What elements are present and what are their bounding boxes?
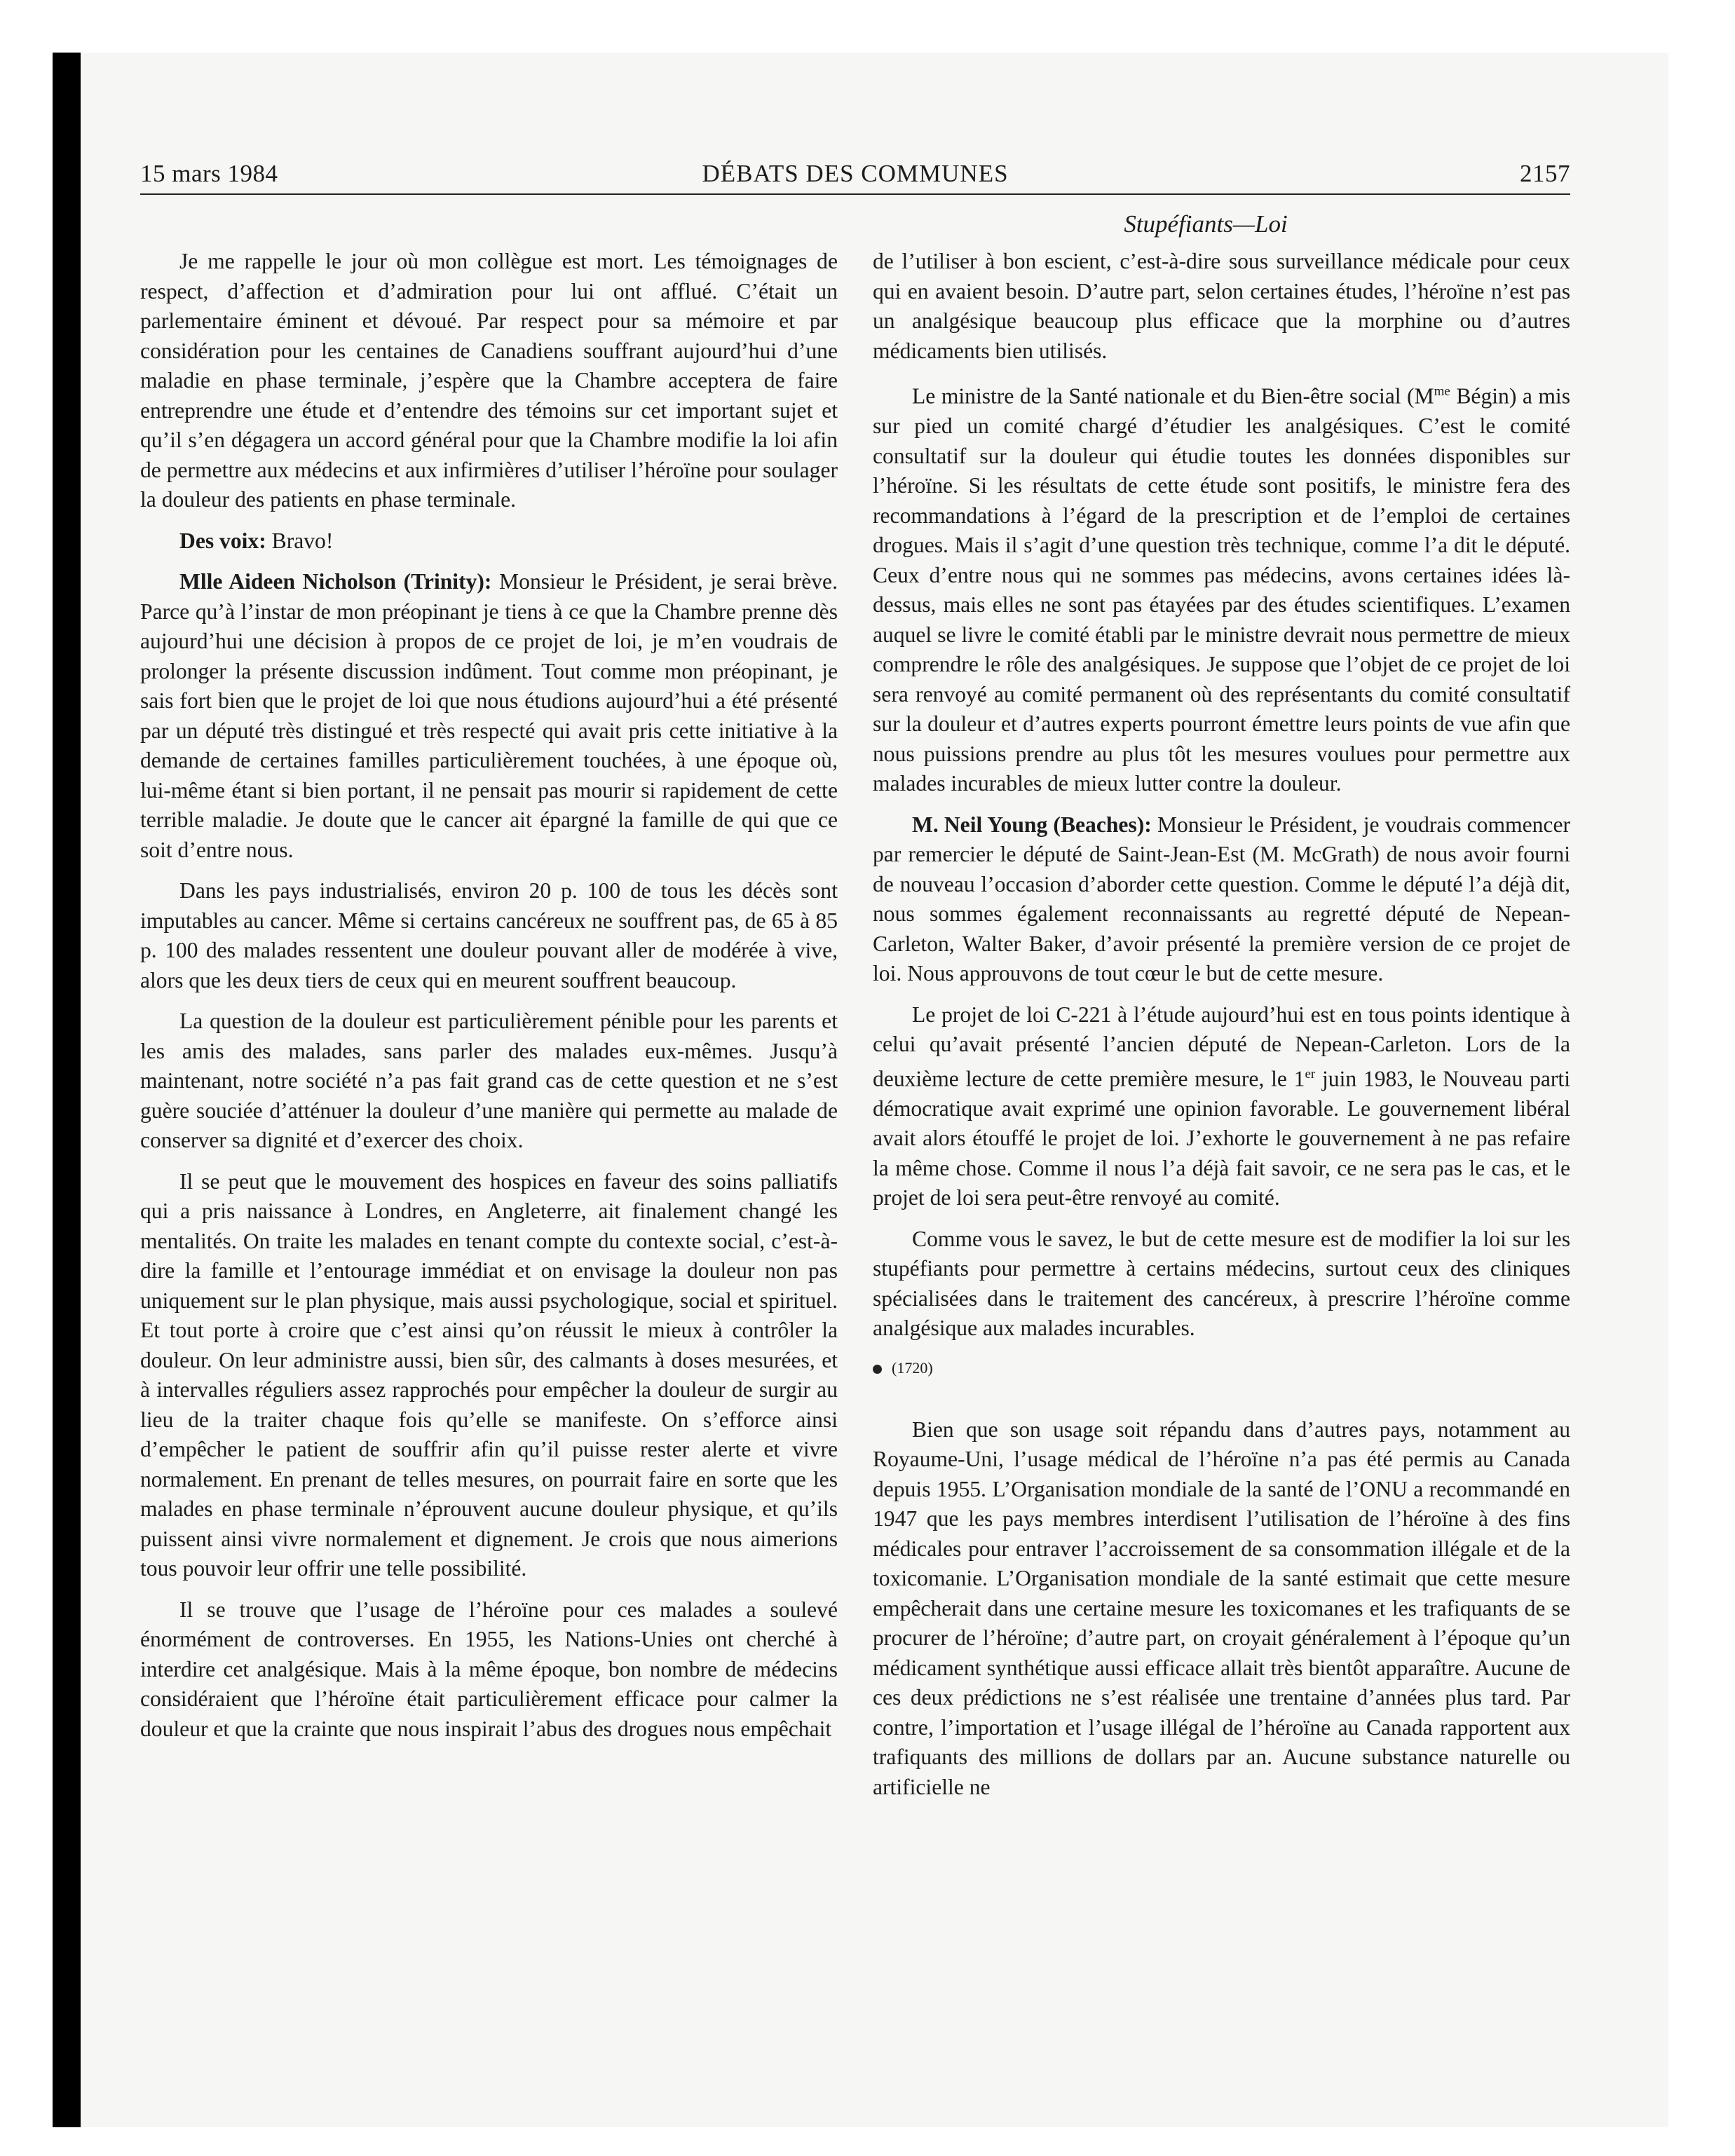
right-column <box>873 247 1570 1813</box>
header-title: DÉBATS DES COMMUNES <box>702 160 1009 187</box>
speaker-name: Mlle Aideen Nicholson (Trinity): <box>179 569 492 594</box>
speaker-name: M. Neil Young (Beaches): <box>912 812 1152 837</box>
paragraph <box>873 810 1570 989</box>
time-marker-text: (1720) <box>892 1358 933 1377</box>
page-header <box>140 160 1570 195</box>
paragraph-text: Le ministre de la Santé nationale et du Bien-être social (M <box>912 383 1434 409</box>
paragraph: de l’utiliser à bon escient, c’est-à-dire sous surveillance médicale pour ceux qui en avaient besoin. D’autre part, selon certaines études, l’héroïne n’est pas un analgésique beaucoup plus efficace que la morphine ou d’autres médicaments bien utilisés. <box>873 249 1570 363</box>
paragraph <box>873 1000 1570 1213</box>
paragraph: Comme vous le savez, le but de cette mesure est de modifier la loi sur les stupéfiants pour permettre à certains médecins, surtout ceux des cliniques spécialisées dans le traitement des cancéreux, à prescrire l’héroïne comme analgésique aux malades incurables. <box>873 1226 1570 1341</box>
paragraph: Je me rappelle le jour où mon collègue est mort. Les témoignages de respect, d’affection et d’admiration pour lui ont afflué. C’était un parlementaire éminent et dévoué. Par respect pour sa mémoire et par considération pour les centaines de Canadiens souffrant aujourd’hui d’une maladie en phase terminale, j’espère que la Chambre acceptera de faire entreprendre une étude et d’entendre des témoins sur cet important sujet et qu’il s’en dégagera un accord général pour que la Chambre modifie la loi afin de permettre aux médecins et aux infirmières d’utiliser l’héroïne pour soulager la douleur des patients en phase terminale. <box>140 249 838 512</box>
paragraph-text: Le projet de loi C-221 à l’étude aujourd’hui est en tous points identique à celui qu’avait présenté l’ancien député de Nepean-Carleton. Lors de la deuxième lecture de cette première mesure, le 1 <box>873 1002 1570 1091</box>
paragraph <box>140 567 838 865</box>
section-title: Stupéfiants—Loi <box>1124 210 1288 238</box>
paragraph <box>873 377 1570 799</box>
superscript: me <box>1434 384 1450 399</box>
paragraph: Bien que son usage soit répandu dans d’autres pays, notamment au Royaume-Uni, l’usage médical de l’héroïne n’a pas été permis au Canada depuis 1955. L’Organisation mondiale de la santé de l’ONU a recommandé en 1947 que les pays membres interdisent l’utilisation de l’héroïne à des fins médicales pour entraver l’accroissement de sa consommation illégale et de la toxicomanie. L’Organisation mondiale de la santé estimait que cette mesure empêcherait dans une certaine mesure les toxicomanes et les trafiquants de se procurer de l’héroïne; d’autre part, on croyait généralement à l’époque qu’un médicament synthétique aussi efficace allait très bientôt apparaître. Aucune de ces deux prédictions ne s’est réalisée une trentaine d’années plus tard. Par contre, l’importation et l’usage illégal de l’héroïne au Canada rapportent aux trafiquants des millions de dollars par an. Aucune substance naturelle ou artificielle ne <box>873 1417 1570 1799</box>
paragraph: Dans les pays industrialisés, environ 20 p. 100 de tous les décès sont imputables au cancer. Même si certains cancéreux ne souffrent pas, de 65 à 85 p. 100 des malades ressentent une douleur pouvant aller de modérée à vive, alors que les deux tiers de ceux qui en meurent souffrent beaucoup. <box>140 878 838 992</box>
header-date: 15 mars 1984 <box>140 160 278 187</box>
left-column <box>140 247 838 1755</box>
paragraph-text: juin 1983, le Nouveau parti démocratique avait exprimé une opinion favorable. Le gouvernement libéral avait alors étouffé le projet de loi. J’exhorte le gouvernement à ne pas refaire la même chose. Comme il nous l’a déjà fait savoir, ce ne sera pas le cas, et le projet de loi sera peut-être renvoyé au comité. <box>873 1066 1570 1210</box>
header-rule <box>140 193 1570 195</box>
paragraph <box>140 526 838 557</box>
paragraph: La question de la douleur est particulièrement pénible pour les parents et les amis des malades, sans parler des malades eux-mêmes. Jusqu’à maintenant, notre société n’a pas fait grand cas de cette question et ne s’est guère souciée d’atténuer la douleur d’une manière qui permette au malade de conserver sa dignité et d’exercer des choix. <box>140 1009 838 1152</box>
superscript: er <box>1305 1066 1316 1082</box>
header-page-number: 2157 <box>1520 160 1570 187</box>
speech-text: Bravo! <box>266 528 334 553</box>
speech-text: Monsieur le Président, je serai brève. Parce qu’à l’instar de mon préopinant je tiens à ce que la Chambre prenne dès aujourd’hui une décision à propos de ce projet de loi, je m’en voudrais de prolonger la présente discussion indûment. Tout comme mon préopinant, je sais fort bien que le projet de loi que nous étudions aujourd’hui a été présenté par un député très distingué et très respecté qui avait pris cette initiative à la demande de certaines familles particulièrement touchées, à une époque où, lui-même étant si bien portant, il ne pensait pas mourir si rapidement de cette terrible maladie. Je doute que le cancer ait épargné la famille de qui que ce soit d’entre nous. <box>140 569 838 862</box>
bullet-icon <box>873 1365 882 1374</box>
paragraph-text: Bégin) a mis sur pied un comité chargé d’étudier les analgésiques. C’est le comité consultatif sur la douleur qui étudie toutes les données disponibles sur l’héroïne. Si les résultats de cette étude sont positifs, le ministre fera des recommandations à l’égard de la prescription et de l’emploi de certaines drogues. Mais il s’agit d’une question très technique, comme l’a dit le député. Ceux d’entre nous qui ne sommes pas médecins, avons certaines idées là-dessus, mais elles ne sont pas étayées par des études scientifiques. L’examen auquel se livre le comité établi par le ministre devrait nous permettre de mieux comprendre le rôle des analgésiques. Je suppose que l’objet de ce projet de loi sera renvoyé au comité permanent où des représentants du comité consultatif sur la douleur et d’autres experts pourront émettre leurs points de vue afin que nous puissions prendre au plus tôt les mesures voulues pour permettre aux malades incurables de mieux lutter contre la douleur. <box>873 383 1570 796</box>
paragraph: Il se trouve que l’usage de l’héroïne pour ces malades a soulevé énormément de controverses. En 1955, les Nations-Unies ont cherché à interdire cet analgésique. Mais à la même époque, bon nombre de médecins considéraient que l’héroïne était particulièrement efficace pour calmer la douleur et que la crainte que nous inspirait l’abus des drogues nous empêchait <box>140 1597 838 1741</box>
paragraph: Il se peut que le mouvement des hospices en faveur des soins palliatifs qui a pris naissance à Londres, en Angleterre, ait finalement changé les mentalités. On traite les malades en tenant compte du contexte social, c’est-à-dire la famille et l’entourage immédiat et on envisage la douleur non pas uniquement sur le plan physique, mais aussi psychologique, social et spirituel. Et tout porte à croire que c’est ainsi qu’on réussit le mieux à contrôler la douleur. On leur administre aussi, bien sûr, des calmants à doses mesurées, et à intervalles réguliers assez rapprochés pour empêcher la douleur de surgir au lieu de la traiter chaque fois qu’elle se manifeste. On s’efforce ainsi d’empêcher le patient de souffrir afin qu’il puisse rester alerte et vivre normalement. En prenant de telles mesures, on pourrait faire en sorte que les malades en phase terminale n’éprouvent aucune douleur physique, et qu’ils puissent ainsi vivre normalement et dignement. Je crois que nous aimerions tous pouvoir leur offrir une telle possibilité. <box>140 1168 838 1581</box>
speaker-name: Des voix: <box>179 528 266 553</box>
speech-text: Monsieur le Président, je voudrais commencer par remercier le député de Saint-Jean-Est (M. McGrath) de nous avoir fourni de nouveau l’occasion d’aborder cette question. Comme le député l’a déjà dit, nous sommes également reconnaissants au regretté député de Nepean-Carleton, Walter Baker, d’avoir présenté la première version de ce projet de loi. Nous approuvons de tout cœur le but de cette mesure. <box>873 812 1570 986</box>
time-marker <box>873 1358 1570 1379</box>
scan-border <box>53 53 81 2127</box>
